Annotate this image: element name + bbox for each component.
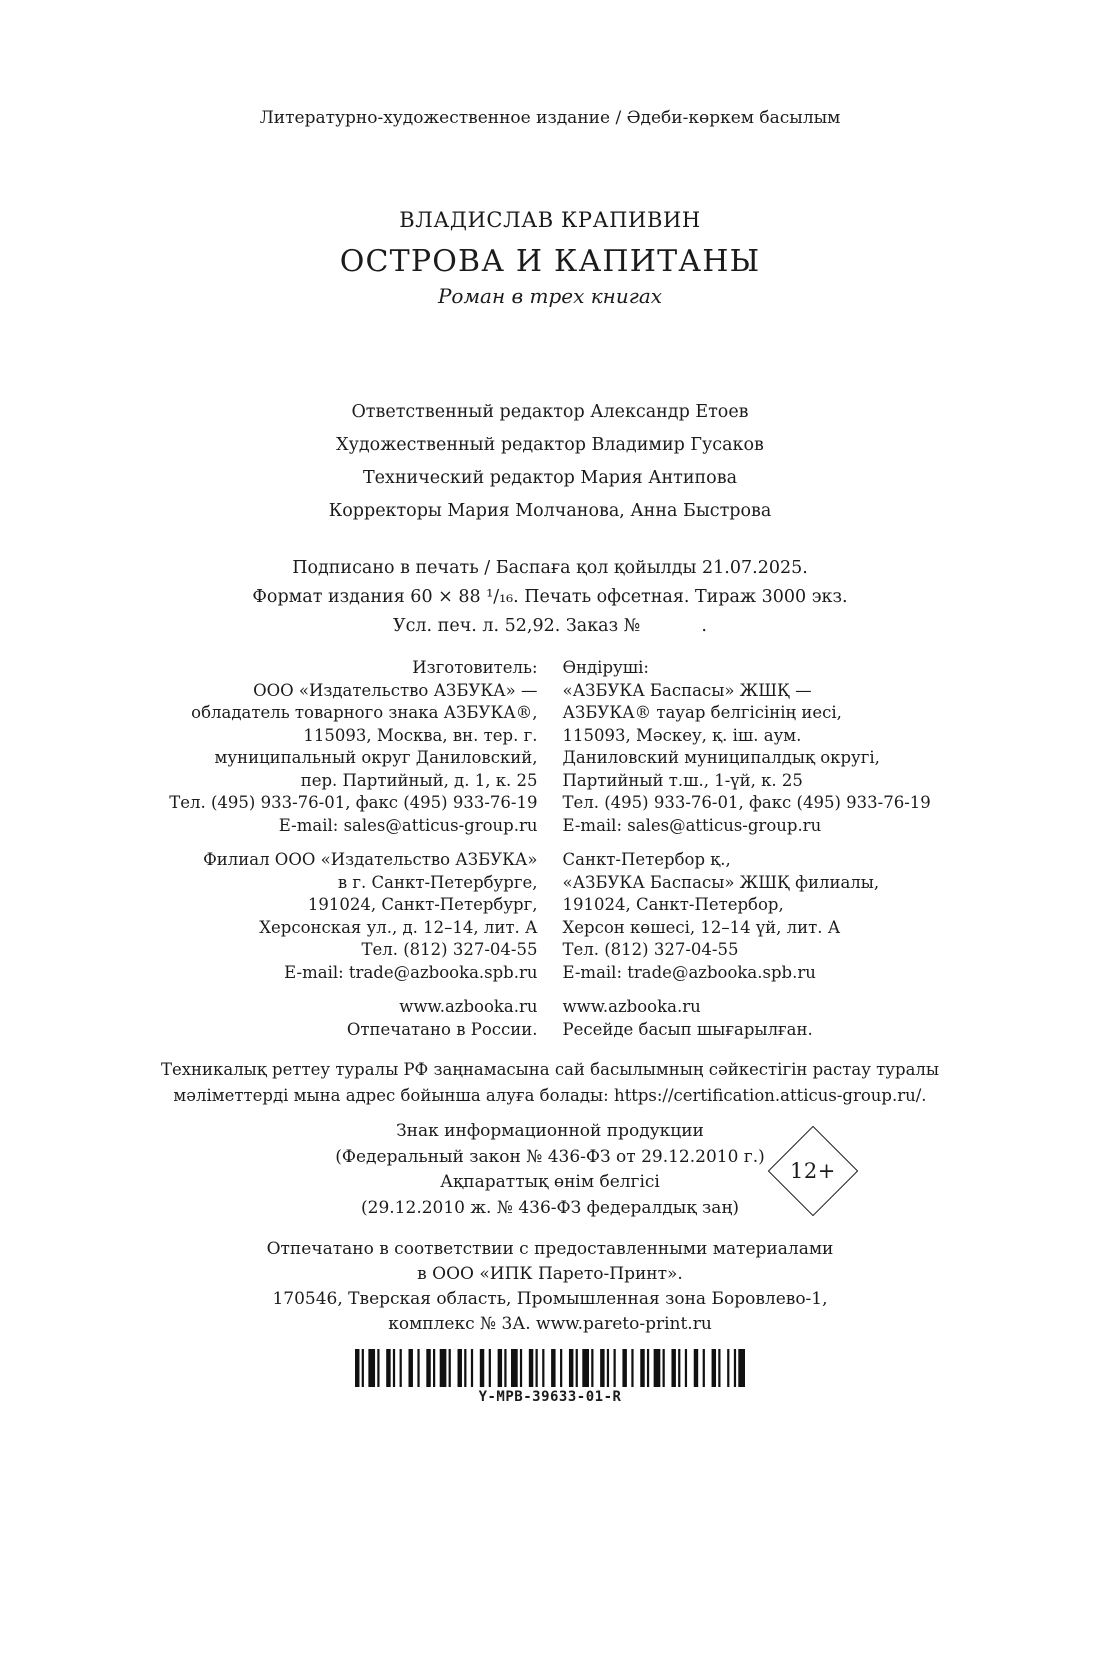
address-line: Тел. (812) 327-04-55 [361,940,538,959]
barcode-label: Y-MPB-39633-01-R [478,1389,622,1405]
barcode-image [355,1349,745,1387]
info-sign-section [0,1119,1100,1221]
address-line: Партийный т.ш., 1-үй, к. 25 [562,770,803,790]
certification-line: мәліметтерді мына адрес бойынша алуға болады: https://certification.atticus-group.ru/. [173,1086,927,1105]
certification-note [0,1057,1100,1109]
info-sign-line: Знак информационной продукции [396,1121,704,1141]
barcode [0,1349,1100,1405]
edition-line: Литературно-художественное издание / Әдеби-көркем басылым [259,108,841,128]
website-block-kk [563,996,935,1041]
imprint-column-russian [166,657,538,1041]
address-line: Тел. (812) 327-04-55 [562,940,739,959]
staff-line: Художественный редактор Владимир Гусаков [336,435,764,455]
address-line: E-mail: trade@azbooka.spb.ru [562,962,816,982]
address-line: Өндіруші: [562,658,649,677]
address-line: Изготовитель: [412,658,538,677]
address-line: 115093, Мәскеу, қ. іш. аум. [562,725,802,745]
book-subtitle: Роман в трех книгах [437,284,663,308]
address-line: Отпечатано в России. [346,1019,538,1039]
book-author: ВЛАДИСЛАВ КРАПИВИН [399,208,701,232]
address-line: www.azbooka.ru [399,997,538,1016]
address-line: Даниловский муниципалдық округі, [562,748,880,767]
address-line: Херсонская ул., д. 12–14, лит. А [259,917,538,937]
printing-house-line: в ООО «ИПК Парето-Принт». [417,1264,683,1284]
print-info-line: Подписано в печать / Баспаға қол қойылды 21.07.2025. [292,558,808,578]
manufacturer-block-kk [563,657,935,837]
age-rating-label: 12+ [790,1158,836,1183]
editorial-staff [0,396,1100,528]
imprint-columns [0,657,1100,1041]
staff-line: Корректоры Мария Молчанова, Анна Быстрова [328,501,772,521]
address-line: Филиал ООО «Издательство АЗБУКА» [203,850,538,869]
address-line: муниципальный округ Даниловский, [214,748,538,767]
address-line: ООО «Издательство АЗБУКА» — [253,680,538,700]
info-sign-text [0,1119,1100,1221]
certification-line: Техникалық реттеу туралы РФ заңнамасына сай басылымның сәйкестігін растау туралы [160,1060,940,1079]
print-info-line: Усл. печ. л. 52,92. Заказ № . [392,616,707,636]
address-line: E-mail: sales@atticus-group.ru [562,815,822,835]
website-block-ru [166,996,538,1041]
address-line: пер. Партийный, д. 1, к. 25 [300,770,538,790]
branch-block-kk [563,849,935,984]
address-line: в г. Санкт-Петербурге, [337,872,538,892]
address-line: Тел. (495) 933-76-01, факс (495) 933-76-19 [562,793,931,812]
address-line: Тел. (495) 933-76-01, факс (495) 933-76-19 [169,793,538,812]
address-line: 115093, Москва, вн. тер. г. [303,725,538,745]
info-sign-line: (29.12.2010 ж. № 436-ФЗ федералдық заң) [361,1197,739,1218]
printing-house-block [0,1237,1100,1337]
printing-house-line: Отпечатано в соответствии с предоставленными материалами [266,1239,834,1259]
address-line: 191024, Санкт-Петербург, [307,895,538,914]
branch-block-ru [166,849,538,984]
address-line: E-mail: sales@atticus-group.ru [278,815,538,835]
info-sign-line: (Федеральный закон № 436-ФЗ от 29.12.2010 г.) [335,1146,765,1167]
info-sign-line: Ақпараттық өнім белгісі [440,1172,660,1192]
imprint-column-kazakh [563,657,935,1041]
address-line: Ресейде басып шығарылған. [562,1019,813,1039]
address-line: www.azbooka.ru [562,997,701,1016]
staff-line: Технический редактор Мария Антипова [362,468,738,488]
address-line: 191024, Санкт-Петербор, [562,895,784,914]
printing-house-line: комплекс № 3А. www.pareto-print.ru [388,1314,712,1334]
address-line: Санкт-Петербор қ., [562,850,731,869]
address-line: «АЗБУКА Баспасы» ЖШҚ филиалы, [562,872,880,892]
book-title: ОСТРОВА И КАПИТАНЫ [339,244,761,279]
staff-line: Ответственный редактор Александр Етоев [351,402,749,422]
address-line: АЗБУКА® тауар белгісінің иесі, [562,703,842,722]
address-line: E-mail: trade@azbooka.spb.ru [284,962,538,982]
manufacturer-block-ru [166,657,538,837]
address-line: обладатель товарного знака АЗБУКА®, [191,703,538,722]
address-line: «АЗБУКА Баспасы» ЖШҚ — [562,680,812,700]
address-line: Херсон көшесі, 12–14 үй, лит. А [562,917,841,937]
print-info [0,554,1100,641]
printing-house-line: 170546, Тверская область, Промышленная зона Боровлево-1, [272,1289,828,1309]
print-info-line: Формат издания 60 × 88 ¹/₁₆. Печать офсетная. Тираж 3000 экз. [252,587,848,607]
